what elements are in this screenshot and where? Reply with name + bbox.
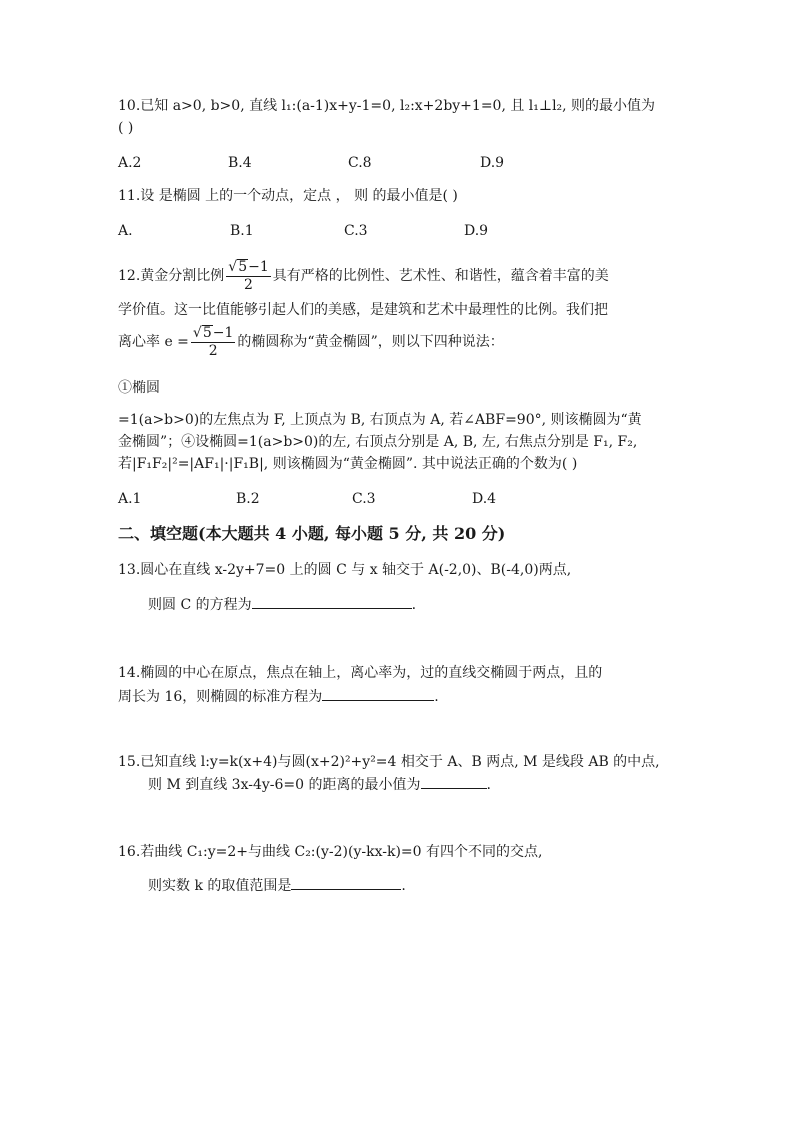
q14-line2: 周长为 16，则椭圆的标准方程为 . — [118, 686, 439, 707]
q12-option-c: C.3 — [352, 491, 376, 507]
q10-option-b: B.4 — [228, 155, 252, 171]
q13-answer-blank[interactable] — [252, 594, 412, 609]
sqrt-symbol: √5 — [228, 258, 248, 275]
q12-prefix: 12.黄金分割比例 — [118, 268, 225, 284]
eccentricity-fraction: $\frac{√5-1}{2}$ — [192, 324, 234, 359]
q15-line1: 15.已知直线 l:y=k(x+4)与圆(x+2)²+y²=4 相交于 A、B 两点, M 是线段 AB 的中点, — [118, 754, 660, 770]
q16-line1: 16.若曲线 C₁:y=2+与曲线 C₂:(y-2)(y-kx-k)=0 有四个不同的交点, — [118, 844, 543, 860]
q11-option-d: D.9 — [464, 223, 489, 239]
q11-option-c: C.3 — [344, 223, 368, 239]
q12-suffix-line1: 具有严格的比例性、艺术性、和谐性，蕴含着丰富的美 — [272, 268, 609, 284]
q10-options — [118, 153, 718, 173]
golden-ratio-fraction: $\frac{√5-1}{2}$ — [228, 258, 269, 293]
q12-line4: ①椭圆 — [118, 380, 160, 396]
sqrt-symbol: √5 — [192, 324, 212, 341]
q12-line6: 金椭圆”；④设椭圆=1(a>b>0)的左, 右顶点分别是 A, B, 左, 右焦点分别是 F₁, F₂, — [118, 434, 638, 450]
q12-line3-prefix: 离心率 e = — [118, 334, 189, 350]
q15-answer-blank[interactable] — [421, 774, 487, 789]
q12-line5: =1(a>b>0)的左焦点为 F, 上顶点为 B, 右顶点为 A, 若∠ABF=90°, 则该椭圆为“黄 — [118, 412, 642, 428]
q12-options — [118, 489, 718, 509]
q14-answer-blank[interactable] — [322, 686, 434, 701]
q16-answer-blank[interactable] — [291, 875, 401, 890]
q12-line1 — [118, 258, 609, 294]
q14-line1: 14.椭圆的中心在原点，焦点在轴上，离心率为，过的直线交椭圆于两点，且的 — [118, 665, 603, 681]
section-heading-fill-in: 二、填空题(本大题共 4 小题, 每小题 5 分, 共 20 分) — [118, 524, 506, 543]
q15-line2: 则 M 到直线 3x-4y-6=0 的距离的最小值为 . — [148, 774, 491, 795]
q10-stem-line1: 10.已知 a>0, b>0, 直线 l₁:(a-1)x+y-1=0, l₂:x+2by+1=0, 且 l₁⊥l₂, 则的最小值为 — [118, 98, 656, 114]
q11-option-a: A. — [118, 223, 133, 239]
q10-stem-line2: ( ) — [118, 120, 134, 136]
q12-line7: 若|F₁F₂|²=|AF₁|·|F₁B|, 则该椭圆为“黄金椭圆”. 其中说法正确的个数为( ) — [118, 456, 578, 472]
q11-option-b: B.1 — [230, 223, 254, 239]
q11-stem: 11.设 是椭圆 上的一个动点，定点 ， 则 的最小值是( ) — [118, 188, 458, 204]
q12-option-d: D.4 — [472, 491, 497, 507]
q11-options — [118, 221, 718, 241]
q10-option-d: D.9 — [480, 155, 505, 171]
q12-line3 — [118, 324, 504, 360]
q13-line2: 则圆 C 的方程为 . — [148, 594, 416, 615]
q12-line2: 学价值。这一比值能够引起人们的美感，是建筑和艺术中最理性的比例。我们把 — [118, 302, 608, 318]
q12-line3-suffix: 的椭圆称为“黄金椭圆”，则以下四种说法： — [237, 334, 504, 350]
q12-option-a: A.1 — [118, 491, 142, 507]
q10-option-c: C.8 — [348, 155, 372, 171]
q16-line2: 则实数 k 的取值范围是 . — [148, 875, 406, 896]
q13-line1: 13.圆心在直线 x-2y+7=0 上的圆 C 与 x 轴交于 A(-2,0)、B(-4,0)两点, — [118, 562, 572, 578]
q10-option-a: A.2 — [118, 155, 142, 171]
q12-option-b: B.2 — [236, 491, 260, 507]
